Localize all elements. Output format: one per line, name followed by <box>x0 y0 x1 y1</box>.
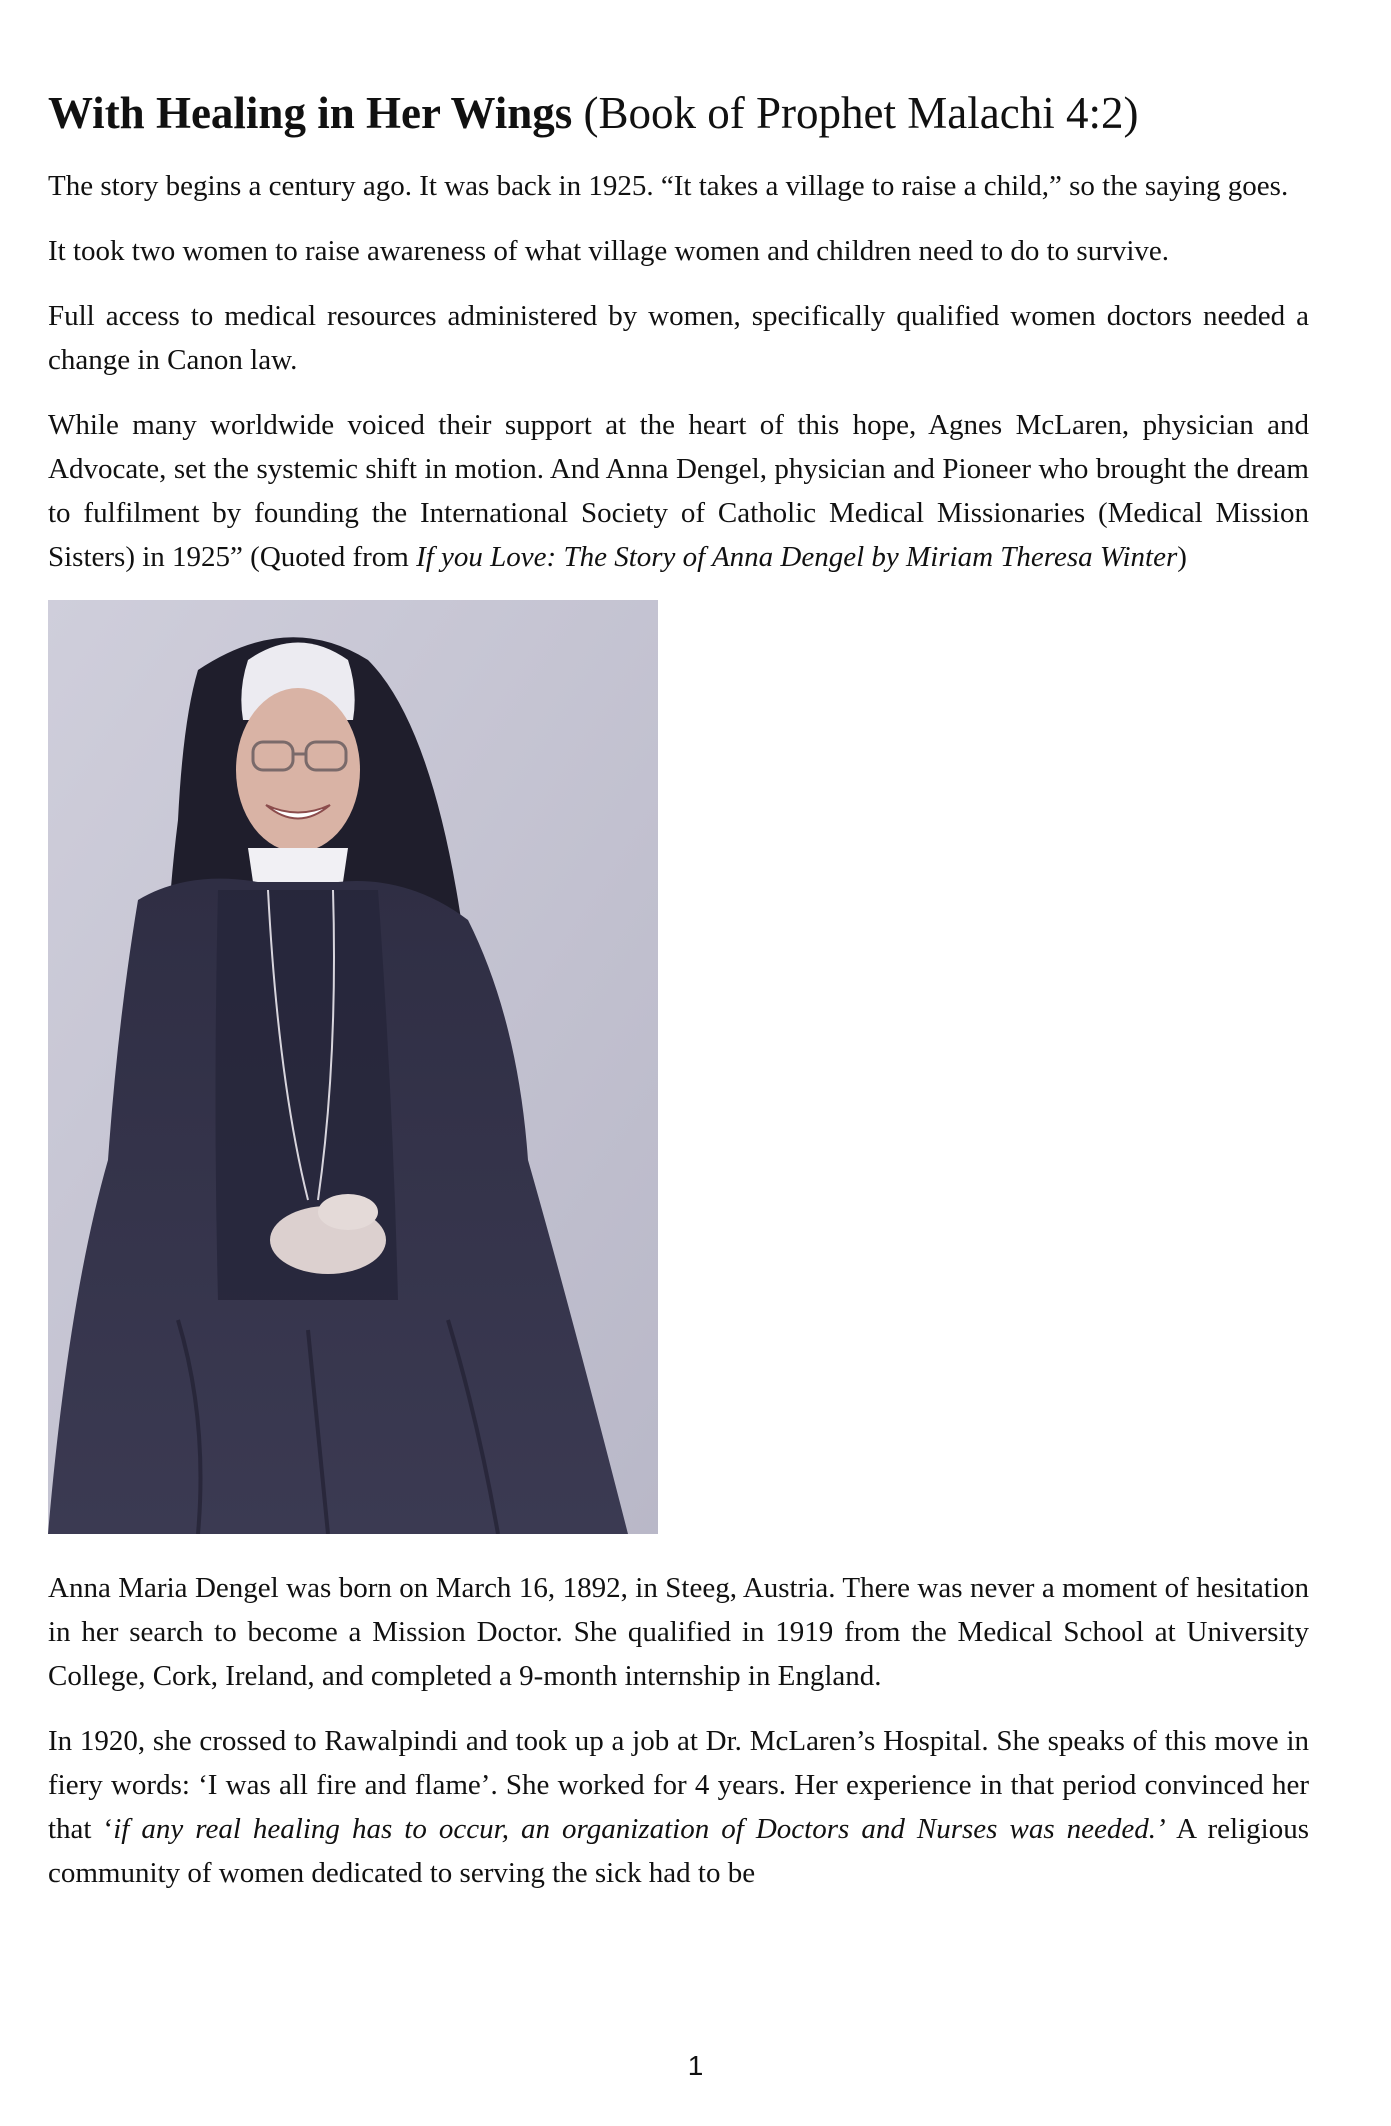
rawalpindi-text: In 1920, she crossed to Rawalpindi and took up a job at Dr. McLaren’s Hospital. She speaks of this move in fiery words: ‘I was all fire and flame’. She worked for 4 years. Her experience in that period convinced her that ‘ <box>48 1725 1309 1845</box>
title-main: With Healing in Her Wings <box>48 88 573 138</box>
document-body <box>48 84 1309 1916</box>
healing-quote: if any real healing has to occur, an organization of Doctors and Nurses was needed.’ <box>113 1813 1166 1845</box>
paragraph-rawalpindi <box>48 1719 1309 1895</box>
founders-text-end: ) <box>1177 541 1187 573</box>
paragraph-founders <box>48 403 1309 579</box>
book-citation: If you Love: The Story of Anna Dengel by Miriam Theresa Winter <box>416 541 1178 573</box>
paragraph-two-women: It took two women to raise awareness of what village women and children need to do to survive. <box>48 235 1170 267</box>
founders-text: While many worldwide voiced their support at the heart of this hope, Agnes McLaren, physician and Advocate, set the systemic shift in motion. And Anna Dengel, physician and Pioneer who brought the dream to fulfilment by founding the International Society of Catholic Medical Missionaries (Medical Mission Sisters) in 1925” (Quoted from <box>48 409 1309 573</box>
nun-portrait-image <box>48 600 658 1534</box>
paragraph-intro: The story begins a century ago. It was back in 1925. “It takes a village to raise a child,” so the saying goes. <box>48 170 1289 202</box>
paragraph-canon-law: Full access to medical resources administered by women, specifically qualified women doctors needed a change in Canon law. <box>48 300 1309 376</box>
paragraph-biography: Anna Maria Dengel was born on March 16, 1892, in Steeg, Austria. There was never a moment of hesitation in her search to become a Mission Doctor. She qualified in 1919 from the Medical School at University College, Cork, Ireland, and completed a 9-month internship in England. <box>48 1572 1309 1692</box>
title-reference: (Book of Prophet Malachi 4:2) <box>583 88 1139 138</box>
portrait-photo <box>48 600 658 1534</box>
page-title <box>48 84 1309 142</box>
page-number: 1 <box>687 2050 704 2081</box>
rawalpindi-text-end: A religious community of women dedicated to serving the sick had to be <box>48 1813 1309 1889</box>
